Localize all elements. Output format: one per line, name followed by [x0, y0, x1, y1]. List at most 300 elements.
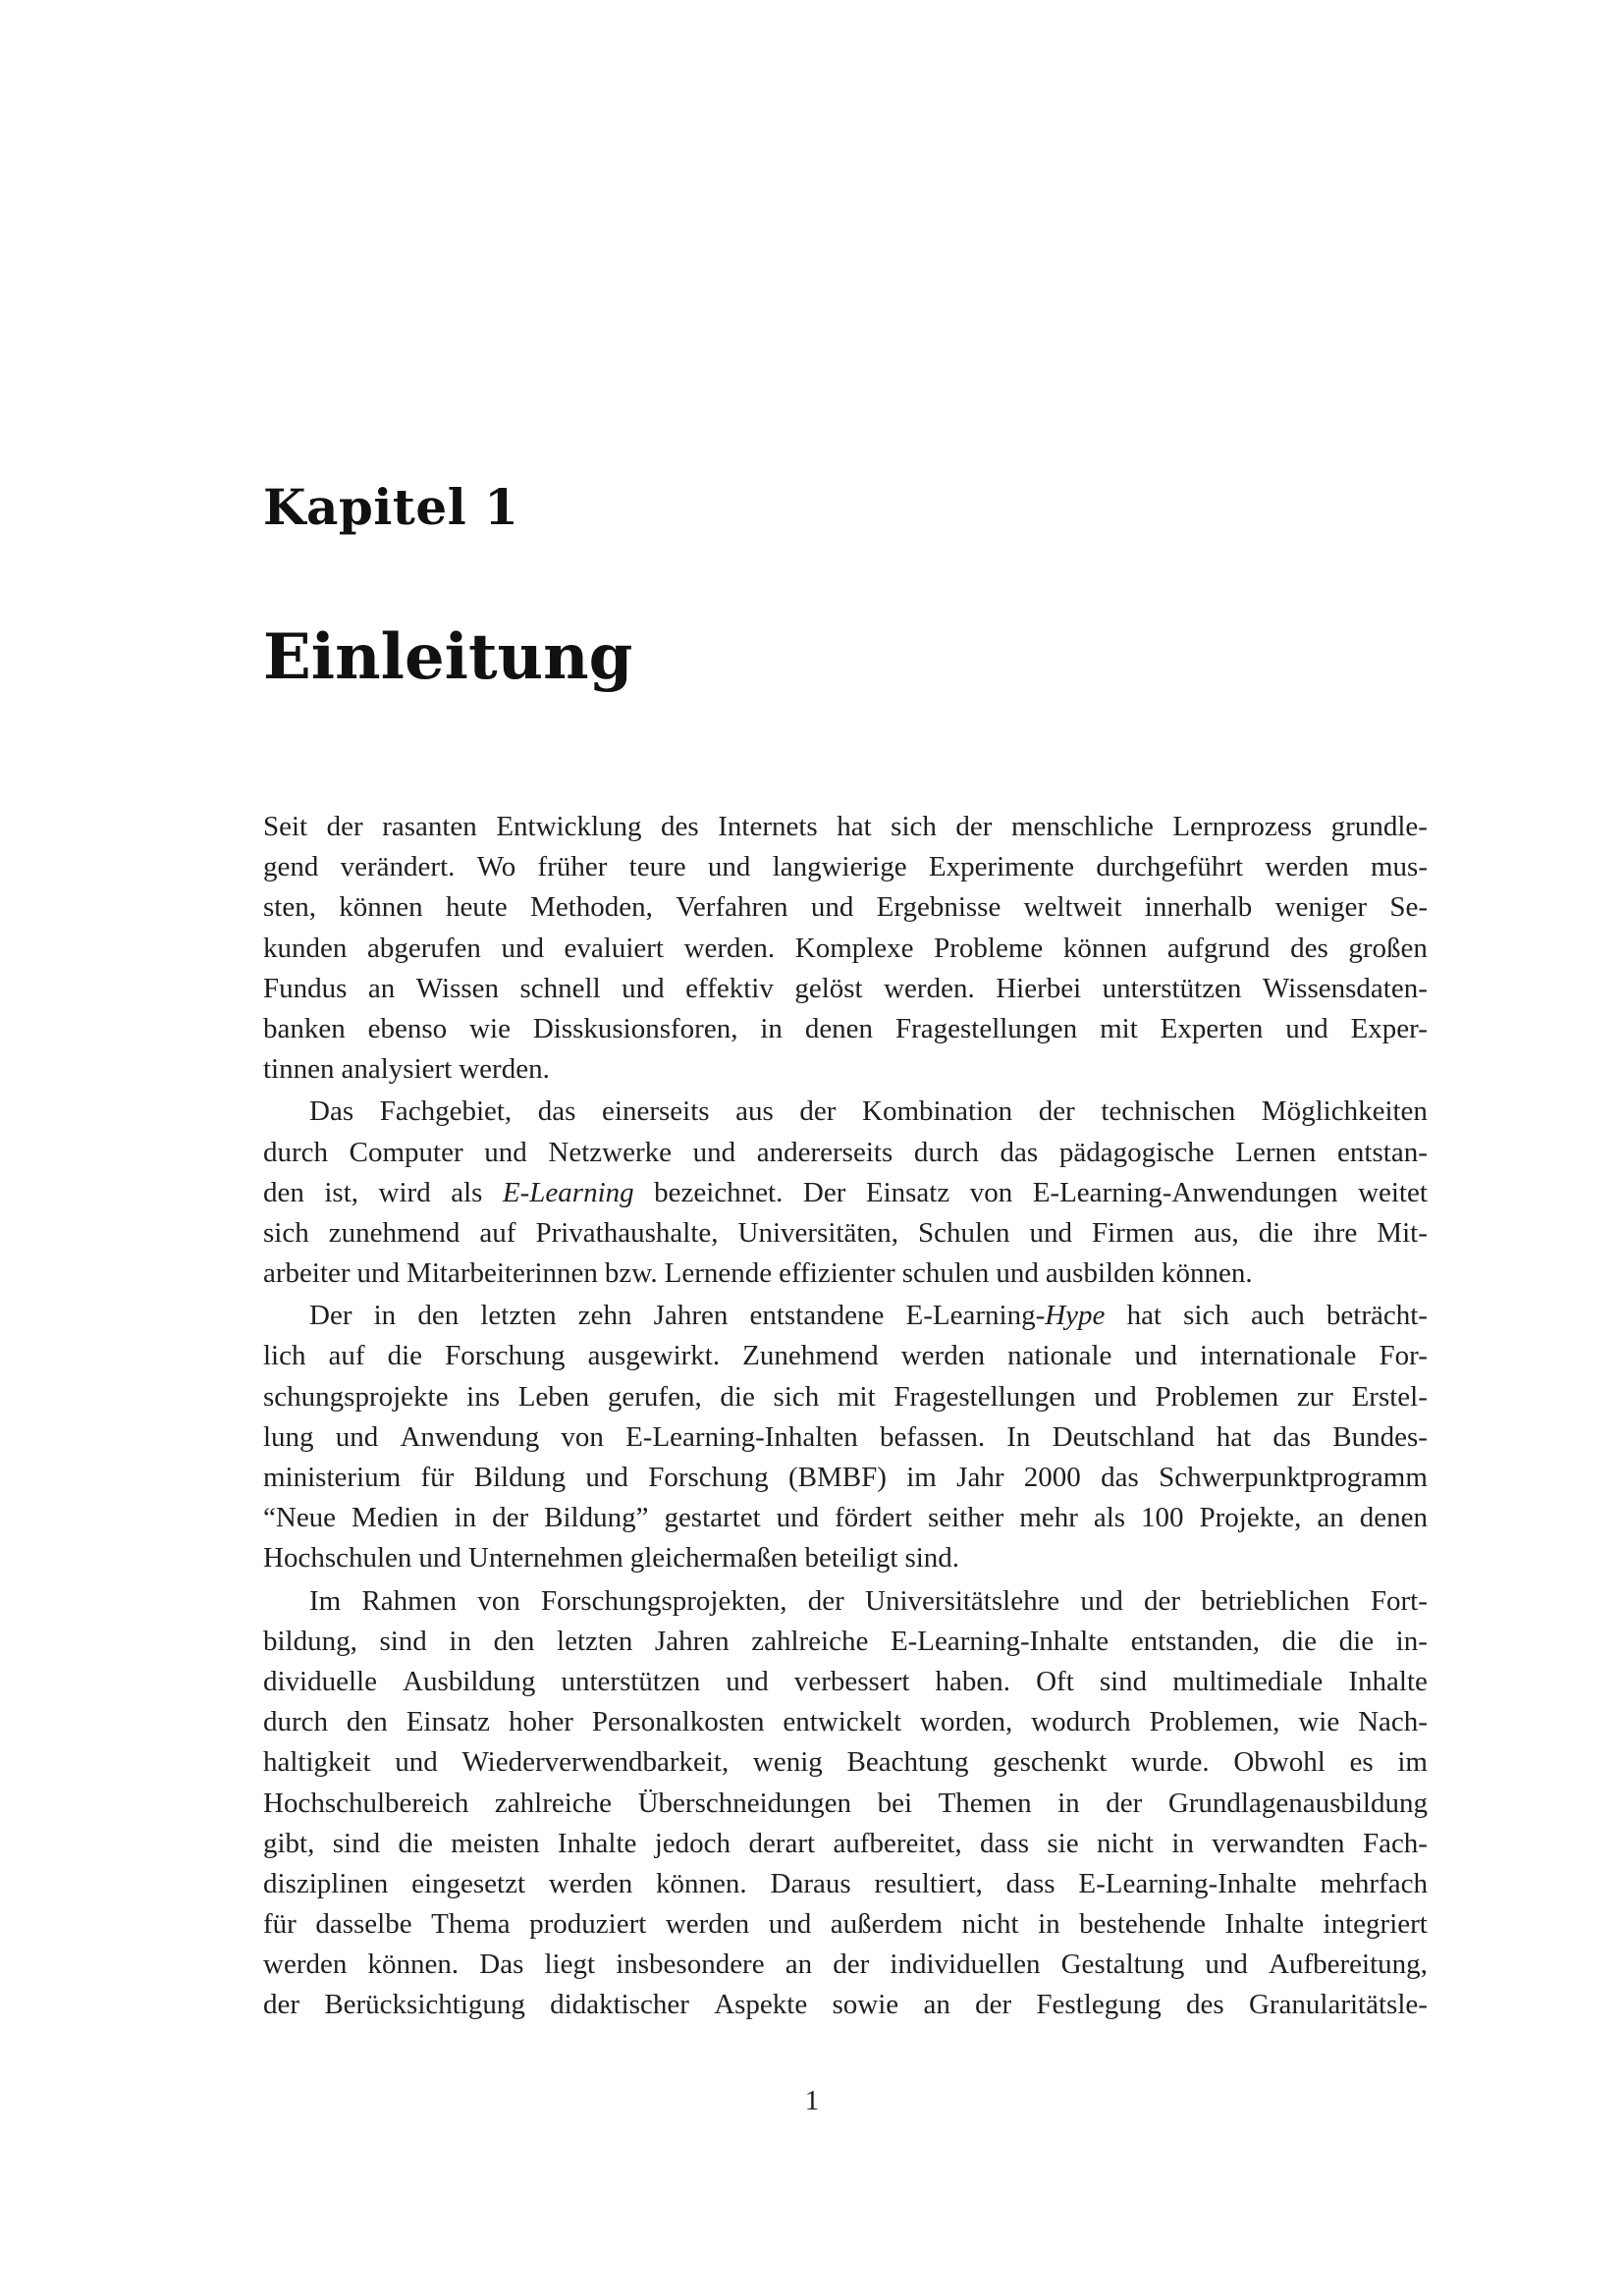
word: und	[692, 1136, 736, 1168]
word: der	[492, 1502, 529, 1534]
text-line	[263, 847, 1428, 887]
word: von	[969, 1176, 1013, 1208]
word: Se-	[1389, 891, 1428, 924]
word: sind	[332, 1827, 381, 1859]
word: in	[760, 1012, 783, 1044]
word: der	[807, 1584, 844, 1617]
word: effizienter	[779, 1257, 895, 1290]
text-line	[263, 887, 1428, 928]
word: und	[996, 1257, 1039, 1290]
word: und	[484, 1136, 527, 1168]
word: Verfahren	[676, 891, 788, 924]
word: “Neue	[263, 1502, 337, 1534]
word: und	[1134, 1340, 1177, 1372]
word: den	[346, 1706, 388, 1738]
word: durch	[913, 1136, 979, 1168]
word: langwierige	[772, 851, 907, 883]
word: entstandene	[749, 1300, 885, 1332]
word: Der	[802, 1176, 846, 1208]
word: die	[398, 1827, 433, 1859]
word: disziplinen	[263, 1867, 389, 1899]
text-line	[263, 1049, 1428, 1090]
word: können.	[656, 1867, 747, 1899]
word: wird	[378, 1176, 431, 1208]
word: verwandten	[1212, 1827, 1345, 1859]
word: und	[726, 1665, 769, 1697]
text-line	[263, 1945, 1428, 1985]
word: können.	[1161, 1257, 1253, 1290]
text-line	[263, 969, 1428, 1009]
word: des	[661, 811, 699, 842]
word: unterstützen	[561, 1665, 701, 1697]
word: mehrfach	[1320, 1867, 1428, 1899]
word: aufbereitet,	[833, 1827, 962, 1859]
word: multimediale	[1172, 1665, 1324, 1697]
word: analysiert	[341, 1053, 453, 1086]
word: an	[923, 1989, 950, 2021]
word: technischen	[1101, 1095, 1236, 1128]
word: bei	[877, 1787, 913, 1819]
word: im	[906, 1462, 937, 1493]
word: mit	[1100, 1012, 1138, 1044]
word: zunehmend	[328, 1216, 460, 1249]
text-line	[263, 1742, 1428, 1783]
word: als	[451, 1176, 483, 1208]
word: zahlreiche	[494, 1787, 613, 1819]
word: für	[263, 1908, 297, 1941]
word: ist,	[324, 1176, 359, 1208]
word: mehr	[1019, 1502, 1078, 1534]
word: aus	[735, 1095, 774, 1128]
paragraph	[263, 1092, 1428, 1294]
word: Fort-	[1370, 1584, 1428, 1617]
word: Unternehmen	[467, 1542, 623, 1575]
word: aufgrund	[1166, 932, 1271, 964]
word: werden	[1265, 851, 1349, 883]
word: sich	[891, 811, 937, 842]
word: Bundes-	[1332, 1420, 1428, 1453]
word: verbessert	[793, 1665, 910, 1697]
word: arbeiter	[263, 1257, 351, 1290]
word: Experten	[1160, 1012, 1264, 1044]
word: Schwerpunktprogramm	[1159, 1462, 1428, 1493]
word: Ausbildung	[403, 1665, 536, 1697]
word: innerhalb	[1144, 891, 1253, 924]
word: und	[1029, 1216, 1072, 1249]
word: haben.	[935, 1665, 1011, 1697]
word: Hochschulbereich	[263, 1787, 469, 1819]
text-line	[263, 1904, 1428, 1945]
word: gleichermaßen	[629, 1542, 798, 1575]
word: und	[1080, 1584, 1123, 1617]
word: Computer	[349, 1136, 463, 1168]
word: das	[1000, 1136, 1039, 1168]
word: der	[326, 811, 363, 842]
word: Bildung	[473, 1462, 567, 1493]
paragraph	[263, 1296, 1428, 1578]
word: abgerufen	[366, 932, 481, 964]
word: Ergebnisse	[876, 891, 1001, 924]
word: E-Learning-	[905, 1300, 1046, 1332]
word: die	[720, 1380, 755, 1413]
word: zur	[1296, 1380, 1333, 1413]
word: Deutschland	[1052, 1420, 1195, 1453]
word: Bildung”	[544, 1502, 649, 1534]
word: großen	[1348, 932, 1428, 964]
word: der	[263, 1989, 300, 2021]
word: gibt,	[263, 1827, 315, 1859]
word: Inhalte	[557, 1827, 637, 1859]
word: geschenkt	[993, 1746, 1108, 1779]
word: es	[1349, 1746, 1374, 1779]
word: die	[1258, 1216, 1294, 1249]
word: schungsprojekte	[263, 1380, 449, 1413]
word: integriert	[1323, 1908, 1428, 1941]
word: E-Learning	[502, 1176, 634, 1208]
word: Jahren	[653, 1300, 729, 1332]
word: entwickelt	[783, 1706, 902, 1738]
word: 2000	[1023, 1462, 1081, 1493]
word: dass	[980, 1827, 1029, 1859]
word: wie	[469, 1012, 511, 1044]
word: gelöst	[794, 972, 863, 1004]
word: in	[373, 1300, 397, 1332]
word: bezeichnet.	[654, 1176, 784, 1208]
word: Probleme	[934, 932, 1044, 964]
word: fördert	[835, 1502, 913, 1534]
word: Methoden,	[530, 891, 653, 924]
word: und	[585, 1462, 628, 1493]
word: für	[420, 1462, 455, 1493]
word: sten,	[263, 891, 316, 924]
word	[906, 1296, 1106, 1336]
word: werden.	[884, 972, 975, 1004]
word: Einsatz	[406, 1706, 491, 1738]
word: haltigkeit	[263, 1746, 371, 1779]
word: In	[1006, 1420, 1031, 1453]
text-line	[263, 1092, 1428, 1132]
word: Rahmen	[361, 1584, 458, 1617]
word: bestehende	[1079, 1908, 1206, 1941]
word: Erstel-	[1351, 1380, 1428, 1413]
word: derart	[748, 1827, 816, 1859]
word: letzten	[480, 1300, 557, 1332]
word: Universitäten,	[737, 1216, 899, 1249]
word: und	[622, 972, 665, 1004]
word: Komplexe	[794, 932, 914, 964]
word: Problemen,	[1149, 1706, 1280, 1738]
word: mus-	[1371, 851, 1428, 883]
word: durch	[263, 1706, 329, 1738]
word: Aufbereitung,	[1269, 1949, 1428, 1981]
word: Hochschulen	[263, 1542, 412, 1575]
word: Daraus	[770, 1867, 851, 1899]
word: worden,	[920, 1706, 1013, 1738]
word: ausgewirkt.	[587, 1340, 721, 1372]
word: grundle-	[1330, 811, 1428, 842]
word: Wo	[476, 851, 516, 883]
word: beträcht-	[1326, 1300, 1428, 1332]
word: gerufen,	[607, 1380, 702, 1413]
word: tinnen	[263, 1053, 335, 1086]
word: dass	[1005, 1867, 1056, 1899]
word: Fach-	[1362, 1827, 1428, 1859]
word: lung	[263, 1420, 314, 1453]
word: weitet	[1358, 1176, 1428, 1208]
word: Granularitätsle-	[1248, 1989, 1428, 2021]
word: verändert.	[340, 851, 456, 883]
word: befassen.	[879, 1420, 986, 1453]
word: unterstützen	[1102, 972, 1242, 1004]
word: entstan-	[1337, 1136, 1428, 1168]
word: außerdem	[830, 1908, 944, 1941]
word: ausbilden	[1045, 1257, 1155, 1290]
word: Einsatz	[865, 1176, 950, 1208]
text-line	[263, 1254, 1428, 1294]
word: von	[477, 1584, 520, 1617]
word: pädagogische	[1058, 1136, 1215, 1168]
word: der	[1144, 1584, 1181, 1617]
word: sich	[263, 1216, 309, 1249]
word: Aspekte	[714, 1989, 808, 2021]
text-line	[263, 1622, 1428, 1662]
word: durch	[263, 1136, 329, 1168]
word: und	[707, 851, 751, 883]
word: und	[1285, 1012, 1328, 1044]
word: Hype	[1045, 1300, 1106, 1332]
word: ins	[466, 1380, 501, 1413]
word: Lernprozess	[1172, 811, 1313, 842]
word: andererseits	[756, 1136, 893, 1168]
word: und	[501, 932, 544, 964]
word: Fragestellungen	[894, 1012, 1078, 1044]
word: die	[1281, 1625, 1318, 1657]
word: denen	[804, 1012, 874, 1044]
word: können	[1062, 932, 1148, 964]
word: sind	[379, 1625, 427, 1657]
word: liegt	[544, 1949, 596, 1981]
word: hat	[1126, 1300, 1162, 1332]
word: insbesondere	[616, 1949, 765, 1981]
word: gestartet	[664, 1502, 761, 1534]
paragraph	[263, 807, 1428, 1090]
word: und	[395, 1746, 438, 1779]
word: der	[833, 1949, 870, 1981]
word: wodurch	[1031, 1706, 1131, 1738]
word: den	[417, 1300, 460, 1332]
word: auf	[328, 1340, 365, 1372]
word: durchgeführt	[1096, 851, 1244, 883]
word: sich	[1183, 1300, 1229, 1332]
word: kunden	[263, 932, 348, 964]
text-line	[263, 1702, 1428, 1742]
word: Medien	[352, 1502, 439, 1534]
word: und	[356, 1257, 401, 1290]
text-line	[263, 1458, 1428, 1498]
text-line	[263, 1296, 1428, 1336]
word: mit	[837, 1380, 876, 1413]
word: Disskusionsforen,	[532, 1012, 738, 1044]
word: For-	[1379, 1340, 1428, 1372]
text-line	[263, 929, 1428, 969]
page-number: 1	[804, 2085, 820, 2116]
word: Inhalte	[1224, 1908, 1305, 1941]
word: und	[418, 1542, 461, 1575]
word: heute	[445, 891, 508, 924]
word: gend	[263, 851, 319, 883]
body-text	[263, 807, 1428, 2026]
word: können	[339, 891, 423, 924]
word: als	[1093, 1502, 1126, 1534]
word: entstanden,	[1130, 1625, 1261, 1657]
word: hat	[1216, 1420, 1252, 1453]
word: E-Learning-Anwendungen	[1032, 1176, 1338, 1208]
chapter-title: Einleitung	[263, 620, 633, 694]
word: hat	[837, 811, 872, 842]
word: früher	[537, 851, 608, 883]
word: Wissensdaten-	[1262, 972, 1428, 1004]
word: und	[768, 1908, 812, 1941]
text-line	[263, 1009, 1428, 1049]
word: Entwicklung	[496, 811, 642, 842]
word: nationale	[1007, 1340, 1112, 1372]
word: der	[799, 1095, 837, 1128]
word: Grundlagenausbildung	[1167, 1787, 1428, 1819]
word: werden	[548, 1867, 633, 1899]
word: in	[449, 1625, 471, 1657]
word: der	[955, 811, 993, 842]
word: die	[1338, 1625, 1375, 1657]
word: Forschung	[445, 1340, 566, 1372]
word: Das	[309, 1095, 354, 1128]
word: an	[785, 1949, 813, 1981]
word: 100	[1141, 1502, 1184, 1534]
word: Überschneidungen	[637, 1787, 852, 1819]
word: Thema	[431, 1908, 511, 1941]
word: (BMBF)	[787, 1462, 887, 1493]
word: auch	[1251, 1300, 1305, 1332]
word: schulen	[901, 1257, 990, 1290]
word: Kombination	[862, 1095, 1013, 1128]
word: bildung,	[263, 1625, 357, 1657]
word: ihre	[1313, 1216, 1358, 1249]
text-line	[263, 1377, 1428, 1417]
word: lich	[263, 1340, 306, 1372]
word: sind.	[904, 1542, 960, 1575]
text-line	[263, 1662, 1428, 1702]
word: Wiederverwendbarkeit,	[461, 1746, 730, 1779]
word: Inhalte	[1348, 1665, 1428, 1697]
word: der	[1106, 1787, 1143, 1819]
word: werden	[665, 1908, 750, 1941]
word: werden	[263, 1949, 348, 1981]
word: nicht	[1096, 1827, 1154, 1859]
word: didaktischer	[550, 1989, 689, 2021]
word: jedoch	[654, 1827, 731, 1859]
word: Gestaltung	[1060, 1949, 1185, 1981]
word: und	[810, 891, 854, 924]
word: sind	[1099, 1665, 1148, 1697]
word: und	[335, 1420, 379, 1453]
word: Hierbei	[996, 972, 1082, 1004]
word: weltweit	[1023, 891, 1122, 924]
word: in	[454, 1502, 477, 1534]
text-line	[263, 807, 1428, 847]
word: in	[1038, 1908, 1060, 1941]
word: die	[387, 1340, 423, 1372]
word: effektiv	[685, 972, 774, 1004]
word: sich	[773, 1380, 820, 1413]
word: und	[1094, 1380, 1137, 1413]
text-line	[263, 1985, 1428, 2025]
word: sie	[1047, 1827, 1079, 1859]
word: Berücksichtigung	[324, 1989, 525, 2021]
word: individuellen	[890, 1949, 1041, 1981]
word: das	[1272, 1420, 1312, 1453]
word: Schulen	[918, 1216, 1010, 1249]
word: werden	[900, 1340, 986, 1372]
word: werden.	[459, 1053, 550, 1086]
word: schnell	[519, 972, 601, 1004]
word: banken	[263, 1012, 346, 1044]
word: wenig	[752, 1746, 823, 1779]
word: Das	[479, 1949, 524, 1981]
text-line	[263, 1581, 1428, 1622]
word: Beachtung	[846, 1746, 969, 1779]
chapter-label: Kapitel 1	[263, 478, 519, 536]
word: hoher	[508, 1706, 573, 1738]
word: zahlreiche	[751, 1625, 869, 1657]
word: aus,	[1193, 1216, 1239, 1249]
word: im	[1397, 1746, 1428, 1779]
word: Universitätslehre	[865, 1584, 1060, 1617]
word: Seit	[263, 811, 308, 842]
word: E-Learning-Inhalten	[625, 1420, 858, 1453]
text-line	[263, 1498, 1428, 1538]
word: und	[776, 1502, 820, 1534]
word: Internets	[718, 811, 818, 842]
word: resultiert,	[874, 1867, 983, 1899]
word: Leben	[517, 1380, 590, 1413]
word: evaluiert	[564, 932, 664, 964]
word: der	[1038, 1095, 1075, 1128]
word: den	[493, 1625, 535, 1657]
word: ebenso	[367, 1012, 448, 1044]
word: Lernende	[664, 1257, 773, 1290]
text-line	[263, 1336, 1428, 1376]
word: sowie	[832, 1989, 899, 2021]
word: dasselbe	[315, 1908, 412, 1941]
word: menschliche	[1010, 811, 1154, 842]
word: Wissen	[415, 972, 500, 1004]
word: an	[1317, 1502, 1344, 1534]
word: Problemen	[1155, 1380, 1279, 1413]
text-line	[263, 1213, 1428, 1254]
word: des	[1290, 932, 1328, 964]
word: Mit-	[1377, 1216, 1428, 1249]
word: Im	[309, 1584, 342, 1617]
text-line	[263, 1864, 1428, 1904]
word: meisten	[451, 1827, 540, 1859]
word: Der	[309, 1300, 352, 1332]
word: Forschung	[648, 1462, 769, 1493]
word: Privathaushalte,	[535, 1216, 719, 1249]
text-line	[263, 1824, 1428, 1864]
word: Exper-	[1350, 1012, 1428, 1044]
word: E-Learning-Inhalte	[890, 1625, 1110, 1657]
text-line	[263, 1133, 1428, 1173]
word: wie	[1298, 1706, 1340, 1738]
